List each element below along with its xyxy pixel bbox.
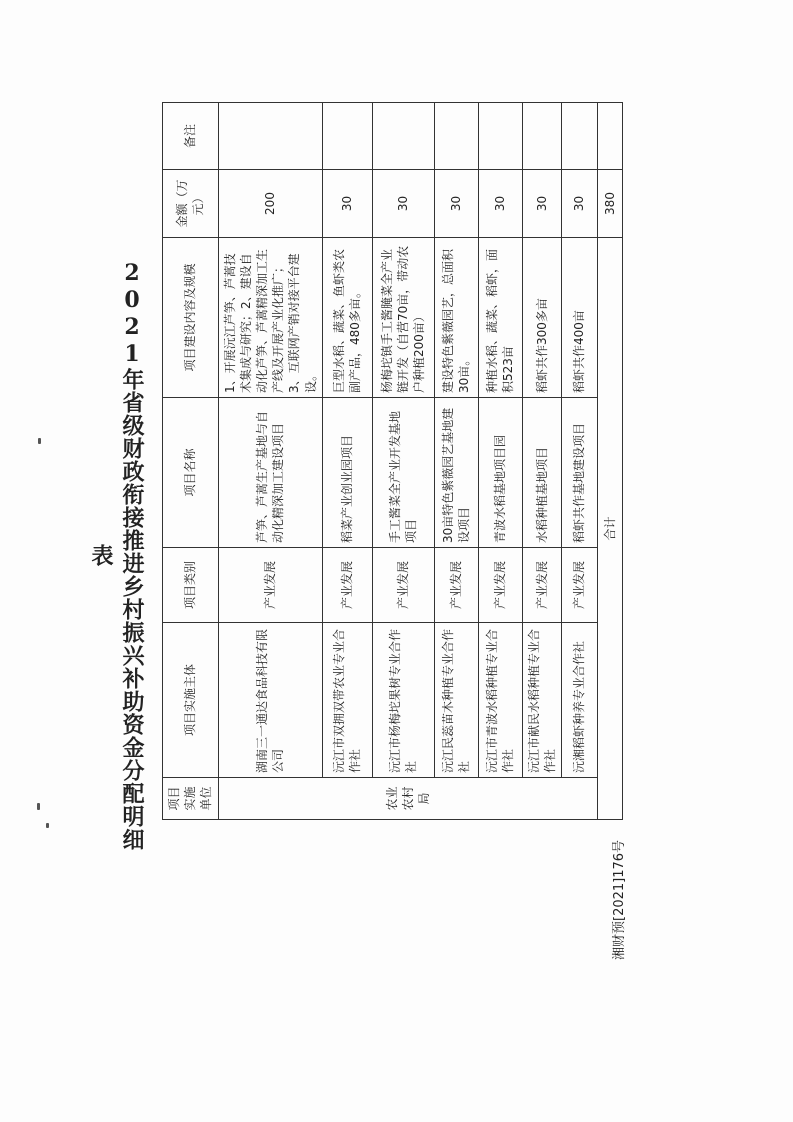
amount-cell: 30 (372, 170, 434, 238)
amount-cell: 30 (562, 170, 598, 238)
header-content: 项目建设内容及规模 (163, 238, 219, 398)
total-remark-cell (598, 103, 623, 170)
category-cell: 产业发展 (322, 548, 372, 623)
header-amount: 金额（万元） (163, 170, 219, 238)
content-cell: 建设特色紫薇园艺，总面积30亩。 (434, 238, 478, 398)
entity-cell: 沅江民蕊苗木种植专业合作社 (434, 623, 478, 778)
remark-cell (372, 103, 434, 170)
category-cell: 产业发展 (218, 548, 322, 623)
amount-cell: 30 (522, 170, 561, 238)
table-row (218, 103, 322, 820)
entity-cell: 沅江市双拥双带农业专业合作社 (322, 623, 372, 778)
project-name-cell: 稻菜产业创业园项目 (322, 398, 372, 548)
remark-cell (322, 103, 372, 170)
category-cell: 产业发展 (522, 548, 561, 623)
project-name-cell: 30亩特色紫薇园艺基地建设项目 (434, 398, 478, 548)
scan-mark (46, 823, 49, 828)
entity-cell: 沅江市青波水稻种植专业合作社 (478, 623, 522, 778)
scan-mark (38, 438, 41, 444)
entity-cell: 沅江市杨梅坨果树专业合作社 (372, 623, 434, 778)
remark-cell (562, 103, 598, 170)
header-remark: 备注 (163, 103, 219, 170)
scan-mark (37, 803, 40, 810)
table-row (434, 103, 478, 820)
project-name-cell: 水稻种植基地项目 (522, 398, 561, 548)
total-amount: 380 (598, 170, 623, 238)
header-name: 项目名称 (163, 398, 219, 548)
content-cell: 稻虾共作300多亩 (522, 238, 561, 398)
content-cell: 巨型水稻、蔬菜、鱼虾类农副产品，480多亩。 (322, 238, 372, 398)
table-row (562, 103, 598, 820)
table-row (322, 103, 372, 820)
content-cell: 稻虾共作400亩 (562, 238, 598, 398)
header-entity: 项目实施主体 (163, 623, 219, 778)
category-cell: 产业发展 (562, 548, 598, 623)
remark-cell (522, 103, 561, 170)
remark-cell (218, 103, 322, 170)
document-reference: 湘财预[2021]176号 (612, 839, 627, 960)
remark-cell (434, 103, 478, 170)
category-cell: 产业发展 (478, 548, 522, 623)
project-name-cell: 手工酱菜全产业开发基地项目 (372, 398, 434, 548)
entity-cell: 湖南三一通达食品科技有限公司 (218, 623, 322, 778)
amount-cell: 30 (478, 170, 522, 238)
amount-cell: 30 (322, 170, 372, 238)
amount-cell: 30 (434, 170, 478, 238)
entity-cell: 沅湘稻虾种养专业合作社 (562, 623, 598, 778)
category-cell: 产业发展 (372, 548, 434, 623)
project-name-cell: 稻虾共作基地建设项目 (562, 398, 598, 548)
allocation-table (162, 102, 623, 820)
table-row (372, 103, 434, 820)
project-name-cell: 芦笋、芦蒿生产基地与自动化精深加工建设项目 (218, 398, 322, 548)
table-container (162, 103, 617, 820)
header-unit: 项目实施单位 (163, 778, 219, 820)
content-cell: 杨梅坨镇手工酱腌菜全产业链开发（自营70亩，带动农户种植200亩） (372, 238, 434, 398)
table-row (478, 103, 522, 820)
remark-cell (478, 103, 522, 170)
unit-group-cell: 农业农村局 (218, 778, 598, 820)
total-row (598, 103, 623, 820)
project-name-cell: 青波水稻基地项目园 (478, 398, 522, 548)
entity-cell: 沅江市献民水稻种植专业合作社 (522, 623, 561, 778)
category-cell: 产业发展 (434, 548, 478, 623)
content-cell: 1、开展沅江芦笋、芦蒿技术集成与研究；2、建设自动化芦笋、芦蒿精深加工生产线及开展产业化推广； 3、互联网产销对接平台建设。 (218, 238, 322, 398)
content-cell: 种植水稻、蔬菜、稻虾，面积523亩 (478, 238, 522, 398)
amount-cell: 200 (218, 170, 322, 238)
header-row (163, 103, 219, 820)
table-row (522, 103, 561, 820)
header-category: 项目类别 (163, 548, 219, 623)
total-label: 合计 (598, 238, 623, 820)
document-title: 2021年省级财政衔接推进乡村振兴补助资金分配明细表 (88, 259, 145, 851)
